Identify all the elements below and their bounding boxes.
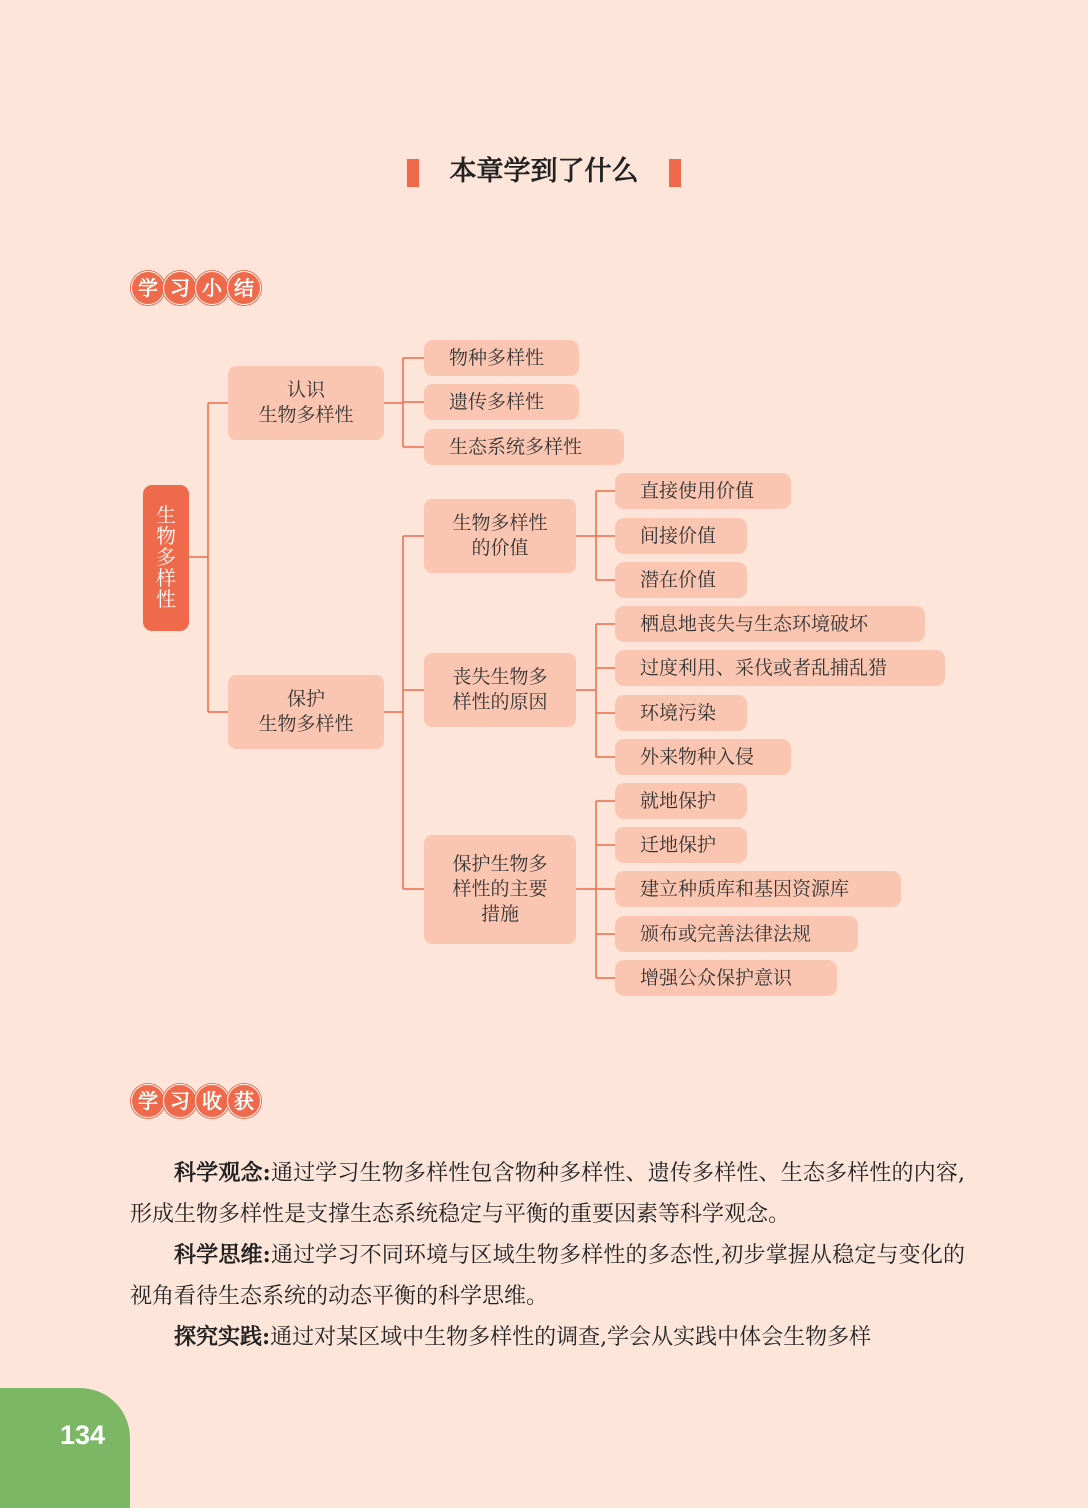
gains-heading-char: 获 <box>227 1084 261 1118</box>
leaf-potential-value: 潜在价值 <box>615 562 747 598</box>
node-loss-line2: 样性的原因 <box>452 691 548 713</box>
summary-heading-char: 学 <box>131 271 165 305</box>
node-loss-causes <box>424 653 576 727</box>
gain-text: 通过学习不同环境与区域生物多样性的多态性,初步掌握从稳定与变化的视角看待生态系统的动态平衡的科学思维。 <box>130 1243 965 1309</box>
node-measures-line2: 样性的主要 <box>452 878 548 900</box>
leaf-species-diversity: 物种多样性 <box>424 340 579 376</box>
gain-paragraph <box>130 1235 965 1317</box>
leaf-in-situ: 就地保护 <box>615 783 747 819</box>
node-loss-line1: 丧失生物多 <box>452 666 548 688</box>
gains-heading <box>131 1084 259 1118</box>
leaf-ex-situ: 迁地保护 <box>615 827 747 863</box>
summary-heading-char: 结 <box>227 271 261 305</box>
leaf-indirect-value: 间接价值 <box>615 518 747 554</box>
gains-heading-char: 学 <box>131 1084 165 1118</box>
node-measures-line3: 措施 <box>480 903 519 925</box>
page-number: 134 <box>59 1420 106 1450</box>
gains-heading-char: 收 <box>195 1084 229 1118</box>
node-recognize <box>228 366 384 440</box>
node-protect-line1: 保护 <box>286 688 325 710</box>
gain-text: 通过对某区域中生物多样性的调查,学会从实践中体会生物多样 <box>270 1325 872 1350</box>
node-protect-line2: 生物多样性 <box>258 713 354 735</box>
node-measures-line1: 保护生物多 <box>452 853 548 875</box>
node-value-line1: 生物多样性 <box>452 512 548 534</box>
leaf-ecosystem-diversity: 生态系统多样性 <box>424 429 624 465</box>
leaf-direct-value: 直接使用价值 <box>615 473 791 509</box>
mindmap-root-label: 生物多样性 <box>156 503 176 611</box>
node-protect <box>228 675 384 749</box>
node-value-line2: 的价值 <box>471 537 529 559</box>
gain-label: 科学思维: <box>174 1242 271 1268</box>
page-title: 本章学到了什么 <box>449 156 639 187</box>
leaf-genetic-diversity: 遗传多样性 <box>424 384 579 420</box>
node-measures <box>424 835 576 944</box>
leaf-pollution: 环境污染 <box>615 695 747 731</box>
gain-paragraph <box>130 1153 965 1235</box>
node-recognize-line2: 生物多样性 <box>258 404 354 426</box>
leaf-public-awareness: 增强公众保护意识 <box>615 960 837 996</box>
node-recognize-line1: 认识 <box>286 379 325 401</box>
gain-label: 科学观念: <box>174 1160 271 1186</box>
leaf-legislation: 颁布或完善法律法规 <box>615 916 858 952</box>
summary-heading-char: 习 <box>163 271 197 305</box>
summary-heading-char: 小 <box>195 271 229 305</box>
leaf-overexploitation: 过度利用、采伐或者乱捕乱猎 <box>615 650 945 686</box>
leaf-habitat-loss: 栖息地丧失与生态环境破坏 <box>615 606 925 642</box>
gain-label: 探究实践: <box>174 1324 271 1350</box>
gain-paragraph <box>130 1317 965 1358</box>
leaf-gene-bank: 建立种质库和基因资源库 <box>615 871 901 907</box>
gains-heading-char: 习 <box>163 1084 197 1118</box>
leaf-invasive-species: 外来物种入侵 <box>615 739 791 775</box>
mindmap-root <box>143 485 189 631</box>
node-value <box>424 499 576 573</box>
gain-text: 通过学习生物多样性包含物种多样性、遗传多样性、生态多样性的内容,形成生物多样性是支撑生态系统稳定与平衡的重要因素等科学观念。 <box>130 1161 965 1227</box>
